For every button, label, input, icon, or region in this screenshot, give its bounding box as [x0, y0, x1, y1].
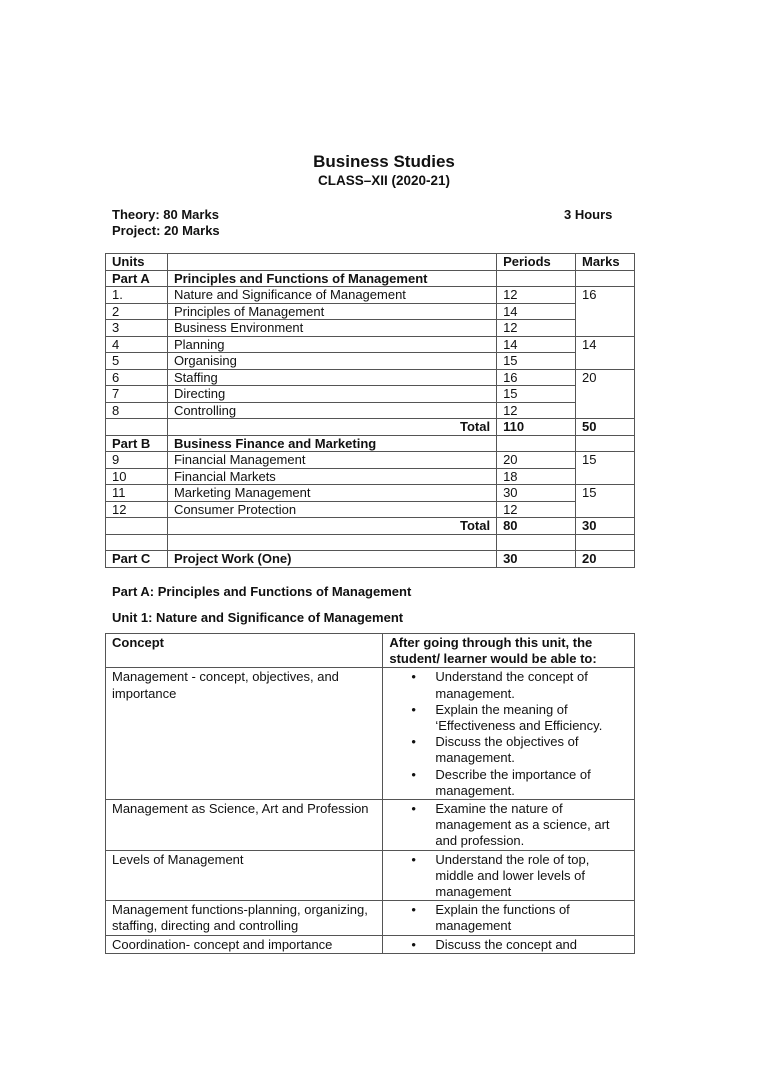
- outcome-item: • Discuss the objectives of management.: [435, 734, 628, 766]
- empty-cell: [167, 534, 496, 551]
- part-title: Business Finance and Marketing: [167, 435, 496, 452]
- unit-periods: 14: [497, 303, 576, 320]
- table-row: [106, 287, 635, 304]
- part-label: Part B: [106, 435, 168, 452]
- unit-periods: 30: [497, 485, 576, 502]
- unit-number: 4: [106, 336, 168, 353]
- total-label: Total: [167, 518, 496, 535]
- table-row: [106, 452, 635, 469]
- table-header-row: [106, 254, 635, 271]
- unit-periods: 15: [497, 353, 576, 370]
- table-row: [106, 353, 635, 370]
- concept-cell: Management - concept, objectives, and importance: [106, 668, 383, 800]
- class-subtitle: CLASS–XII (2020-21): [317, 173, 451, 188]
- total-periods: 110: [497, 419, 576, 436]
- header-periods: Periods: [497, 254, 576, 271]
- header-outcomes: After going through this unit, the student/ learner would be able to:: [383, 634, 635, 668]
- table-row: [106, 336, 635, 353]
- units-table: [105, 253, 635, 568]
- unit-name: Consumer Protection: [167, 501, 496, 518]
- unit-number: 1.: [106, 287, 168, 304]
- total-periods: 80: [497, 518, 576, 535]
- table-row: [106, 386, 635, 403]
- unit-periods: 12: [497, 287, 576, 304]
- empty-cell: [106, 518, 168, 535]
- table-row: [106, 402, 635, 419]
- unit-name: Principles of Management: [167, 303, 496, 320]
- unit-name: Financial Markets: [167, 468, 496, 485]
- outcome-item: • Explain the meaning of ‘Effectiveness and Efficiency.: [435, 702, 628, 734]
- unit-number: 8: [106, 402, 168, 419]
- unit-number: 5: [106, 353, 168, 370]
- empty-cell: [106, 419, 168, 436]
- unit-periods: 12: [497, 402, 576, 419]
- unit-number: 10: [106, 468, 168, 485]
- unit-number: 6: [106, 369, 168, 386]
- document-title: Business Studies: [313, 152, 455, 171]
- project-marks: Project: 20 Marks: [112, 223, 220, 238]
- total-marks: 50: [576, 419, 635, 436]
- total-row: [106, 518, 635, 535]
- table-row: [106, 468, 635, 485]
- table-row: [106, 320, 635, 337]
- unit-periods: 15: [497, 386, 576, 403]
- total-row: [106, 419, 635, 436]
- total-marks: 30: [576, 518, 635, 535]
- unit-name: Planning: [167, 336, 496, 353]
- unit-marks: 15: [576, 485, 635, 518]
- outcome-item: • Describe the importance of management.: [435, 767, 628, 799]
- concept-table: [105, 633, 635, 954]
- empty-cell: [576, 534, 635, 551]
- header-marks: Marks: [576, 254, 635, 271]
- unit-number: 7: [106, 386, 168, 403]
- table-row: [106, 303, 635, 320]
- unit-name: Business Environment: [167, 320, 496, 337]
- spacer-row: [106, 534, 635, 551]
- part-a-row: [106, 270, 635, 287]
- unit-name: Nature and Significance of Management: [167, 287, 496, 304]
- table-row: [106, 935, 635, 953]
- concept-header-row: [106, 634, 635, 668]
- unit-periods: 16: [497, 369, 576, 386]
- concept-cell: Management as Science, Art and Profession: [106, 800, 383, 851]
- unit-name: Directing: [167, 386, 496, 403]
- part-c-row: [106, 551, 635, 568]
- table-row: [106, 850, 635, 901]
- unit-marks: 14: [576, 336, 635, 369]
- unit-name: Controlling: [167, 402, 496, 419]
- outcomes-cell: [383, 668, 635, 800]
- unit-marks: 20: [576, 369, 635, 419]
- outcome-item: • Examine the nature of management as a science, art and profession.: [435, 801, 628, 850]
- outcomes-cell: [383, 800, 635, 851]
- unit-periods: 20: [497, 452, 576, 469]
- part-title: Principles and Functions of Management: [167, 270, 496, 287]
- empty-cell: [497, 270, 576, 287]
- unit-number: 11: [106, 485, 168, 502]
- unit-marks: 15: [576, 452, 635, 485]
- unit-heading: Unit 1: Nature and Significance of Management: [112, 610, 404, 625]
- unit-number: 2: [106, 303, 168, 320]
- part-b-row: [106, 435, 635, 452]
- duration: 3 Hours: [564, 207, 613, 222]
- header-blank: [167, 254, 496, 271]
- table-row: [106, 485, 635, 502]
- part-heading: Part A: Principles and Functions of Management: [112, 584, 412, 599]
- header-concept: Concept: [106, 634, 383, 668]
- concept-cell: Management functions-planning, organizing, staffing, directing and controlling: [106, 901, 383, 935]
- concept-cell: Coordination- concept and importance: [106, 935, 383, 953]
- concept-cell: Levels of Management: [106, 850, 383, 901]
- unit-marks: 16: [576, 287, 635, 337]
- unit-name: Organising: [167, 353, 496, 370]
- unit-periods: 12: [497, 320, 576, 337]
- outcome-item: • Understand the role of top, middle and lower levels of management: [435, 852, 628, 901]
- table-row: [106, 501, 635, 518]
- outcome-item: • Discuss the concept and: [435, 937, 628, 953]
- unit-periods: 12: [497, 501, 576, 518]
- empty-cell: [576, 435, 635, 452]
- unit-name: Staffing: [167, 369, 496, 386]
- table-row: [106, 369, 635, 386]
- part-title: Project Work (One): [167, 551, 496, 568]
- unit-number: 12: [106, 501, 168, 518]
- unit-number: 3: [106, 320, 168, 337]
- outcome-item: • Explain the functions of management: [435, 902, 628, 934]
- theory-marks: Theory: 80 Marks: [112, 207, 219, 222]
- empty-cell: [106, 534, 168, 551]
- total-label: Total: [167, 419, 496, 436]
- table-row: [106, 901, 635, 935]
- outcomes-cell: [383, 935, 635, 953]
- empty-cell: [497, 435, 576, 452]
- table-row: [106, 668, 635, 800]
- unit-name: Marketing Management: [167, 485, 496, 502]
- part-periods: 30: [497, 551, 576, 568]
- unit-name: Financial Management: [167, 452, 496, 469]
- outcomes-cell: [383, 901, 635, 935]
- empty-cell: [497, 534, 576, 551]
- part-label: Part C: [106, 551, 168, 568]
- outcomes-cell: [383, 850, 635, 901]
- unit-number: 9: [106, 452, 168, 469]
- table-row: [106, 800, 635, 851]
- unit-periods: 14: [497, 336, 576, 353]
- header-units: Units: [106, 254, 168, 271]
- part-marks: 20: [576, 551, 635, 568]
- part-label: Part A: [106, 270, 168, 287]
- outcome-item: • Understand the concept of management.: [435, 669, 628, 701]
- unit-periods: 18: [497, 468, 576, 485]
- empty-cell: [576, 270, 635, 287]
